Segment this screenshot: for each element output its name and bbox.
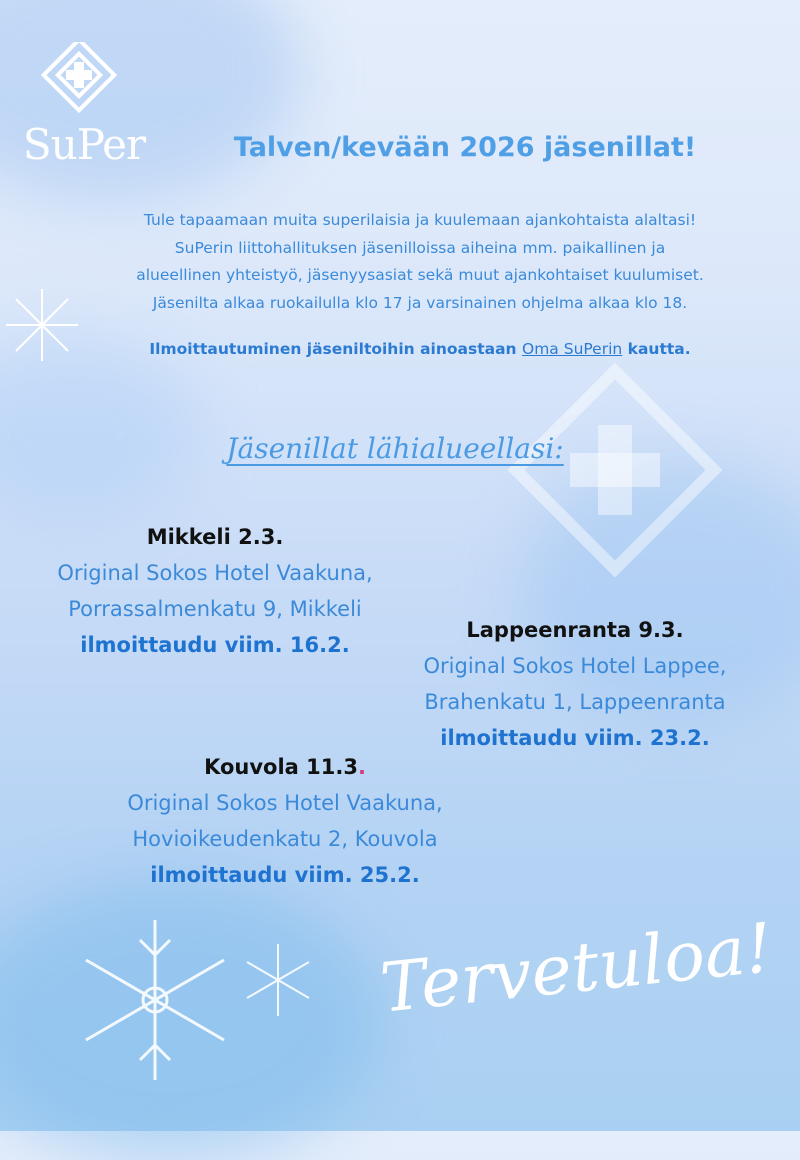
snowflake-icon: [70, 915, 240, 1085]
background-cloud: [0, 340, 200, 520]
event-deadline: ilmoittaudu viim. 16.2.: [80, 633, 350, 657]
watermark-logo-icon: [500, 355, 730, 585]
event-venue: Original Sokos Hotel Lappee,: [423, 654, 727, 678]
logo-text: SuPer: [22, 120, 146, 169]
registration-note: [75, 340, 765, 358]
intro-line: Jäsenilta alkaa ruokailulla klo 17 ja varsinainen ohjelma alkaa klo 18.: [152, 293, 688, 312]
event-mikkeli: [20, 525, 410, 663]
snowflake-icon: [2, 285, 82, 365]
registration-text: Ilmoittautuminen jäseniltoihin ainoastaan: [149, 340, 517, 358]
intro-line: alueellinen yhteistyö, jäsenyysasiat sekä muut ajankohtaiset kuulumiset.: [136, 266, 704, 284]
snowflake-icon: [238, 940, 318, 1020]
event-deadline: ilmoittaudu viim. 25.2.: [150, 863, 420, 887]
welcome-text: Tervetuloa!: [376, 908, 777, 1029]
event-city: Lappeenranta 9.3.: [466, 618, 684, 642]
registration-text: kautta.: [627, 340, 691, 358]
intro-line: SuPerin liittohallituksen jäsenilloissa aiheina mm. paikallinen ja: [174, 238, 666, 257]
event-city: [85, 755, 485, 779]
intro-text: [75, 207, 765, 317]
page-title: Talven/kevään 2026 jäsenillat!: [233, 132, 697, 163]
event-address: Porrassalmenkatu 9, Mikkeli: [68, 597, 362, 621]
event-venue: Original Sokos Hotel Vaakuna,: [57, 561, 373, 585]
events-heading: Jäsenillat lähialueellasi:: [226, 432, 564, 465]
event-city: Mikkeli 2.3.: [146, 525, 284, 549]
intro-line: Tule tapaamaan muita superilaisia ja kuulemaan ajankohtaista alaltasi!: [143, 211, 697, 229]
oma-superin-link[interactable]: Oma SuPerin: [522, 340, 623, 358]
event-city-name: Kouvola 11.3: [204, 755, 358, 779]
event-address: Hovioikeudenkatu 2, Kouvola: [132, 827, 438, 851]
event-kouvola: [85, 755, 485, 893]
event-address: Brahenkatu 1, Lappeenranta: [424, 690, 726, 714]
event-venue: Original Sokos Hotel Vaakuna,: [127, 791, 443, 815]
event-city-dot: .: [357, 755, 366, 779]
event-lappeenranta: [385, 618, 765, 756]
event-deadline: ilmoittaudu viim. 23.2.: [440, 726, 710, 750]
